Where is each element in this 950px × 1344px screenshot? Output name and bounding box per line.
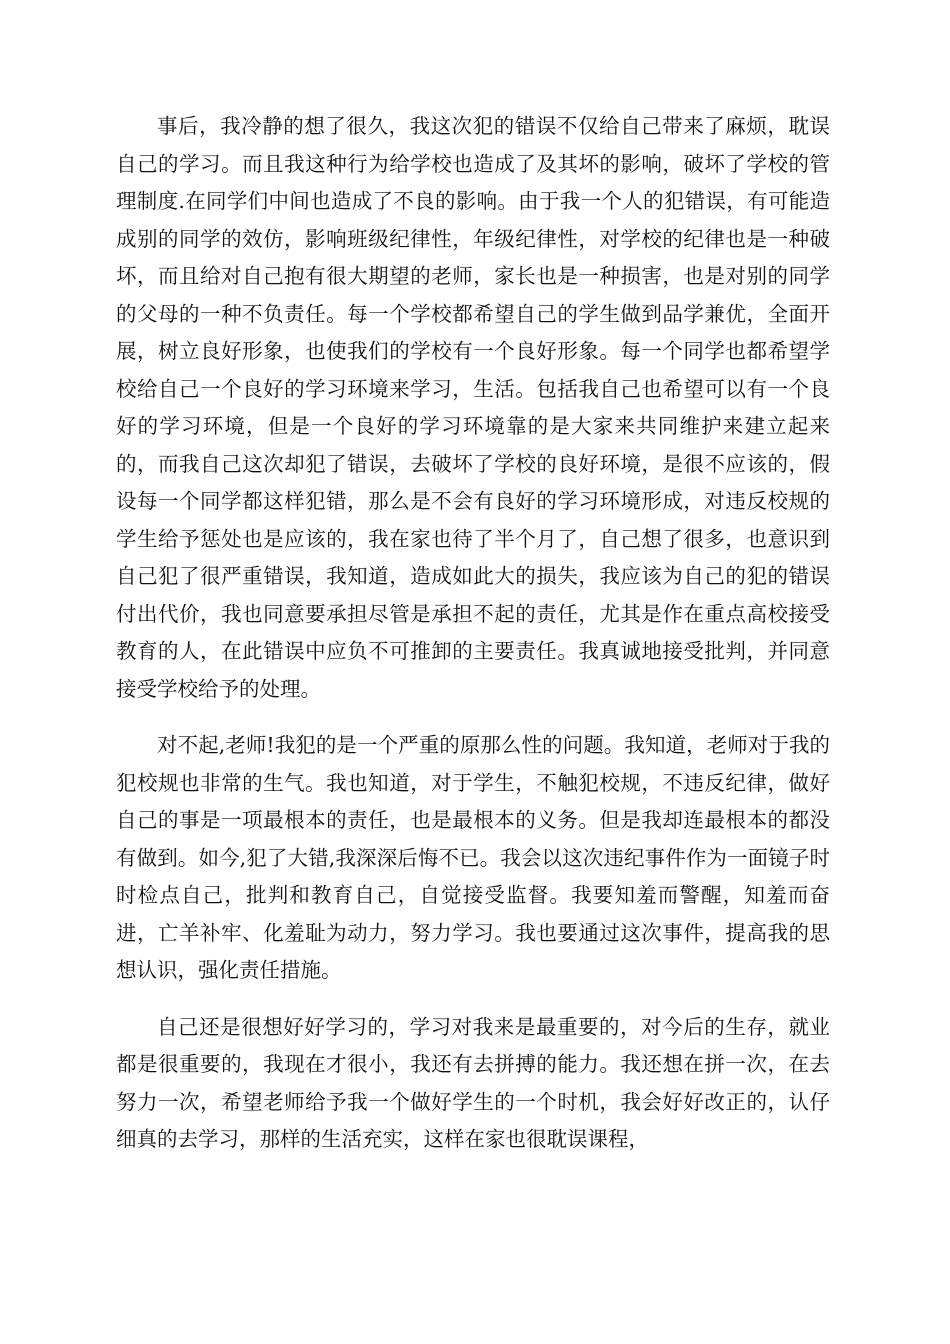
paragraph-2: 对不起,老师!我犯的是一个严重的原那么性的问题。我知道，老师对于我的犯校规也非常的生气。我也知道，对于学生，不触犯校规，不违反纪律，做好自己的事是一项最根本的责任，也是最根本的义务。但是我却连最根本的都没有做到。如今,犯了大错,我深深后悔不已。我会以这次违纪事件作为一面镜子时时检点自己，批判和教育自己，自觉接受监督。我要知羞而警醒，知羞而奋进，亡羊补牢、化羞耻为动力，努力学习。我也要通过这次事件，提高我的思想认识，强化责任措施。 bbox=[116, 733, 830, 982]
paragraph-1: 事后，我冷静的想了很久，我这次犯的错误不仅给自己带来了麻烦，耽误自己的学习。而且我这种行为给学校也造成了及其坏的影响，破坏了学校的管理制度.在同学们中间也造成了不良的影响。由于我一个人的犯错误，有可能造成别的同学的效仿，影响班级纪律性，年级纪律性，对学校的纪律也是一种破坏，而且给对自己抱有很大期望的老师，家长也是一种损害，也是对别的同学的父母的一种不负责任。每一个学校都希望自己的学生做到品学兼优，全面开展，树立良好形象，也使我们的学校有一个良好形象。每一个同学也都希望学校给自己一个良好的学习环境来学习，生活。包括我自己也希望可以有一个良好的学习环境，但是一个良好的学习环境靠的是大家来共同维护来建立起来的，而我自己这次却犯了错误，去破坏了学校的良好环境，是很不应该的，假设每一个同学都这样犯错，那么是不会有良好的学习环境形成，对违反校规的学生给予惩处也是应该的，我在家也待了半个月了，自己想了很多，也意识到自己犯了很严重错误，我知道，造成如此大的损失，我应该为自己的犯的错误付出代价，我也同意要承担尽管是承担不起的责任，尤其是作在重点高校接受教育的人，在此错误中应负不可推卸的主要责任。我真诚地接受批判，并同意接受学校给予的处理。 bbox=[116, 114, 830, 701]
document-body bbox=[116, 108, 830, 1159]
paragraph-3: 自己还是很想好好学习的，学习对我来是最重要的，对今后的生存，就业都是很重要的，我现在才很小，我还有去拼搏的能力。我还想在拼一次，在去努力一次，希望老师给予我一个做好学生的一个时机，我会好好改正的，认仔细真的去学习，那样的生活充实，这样在家也很耽误课程， bbox=[116, 1014, 830, 1151]
